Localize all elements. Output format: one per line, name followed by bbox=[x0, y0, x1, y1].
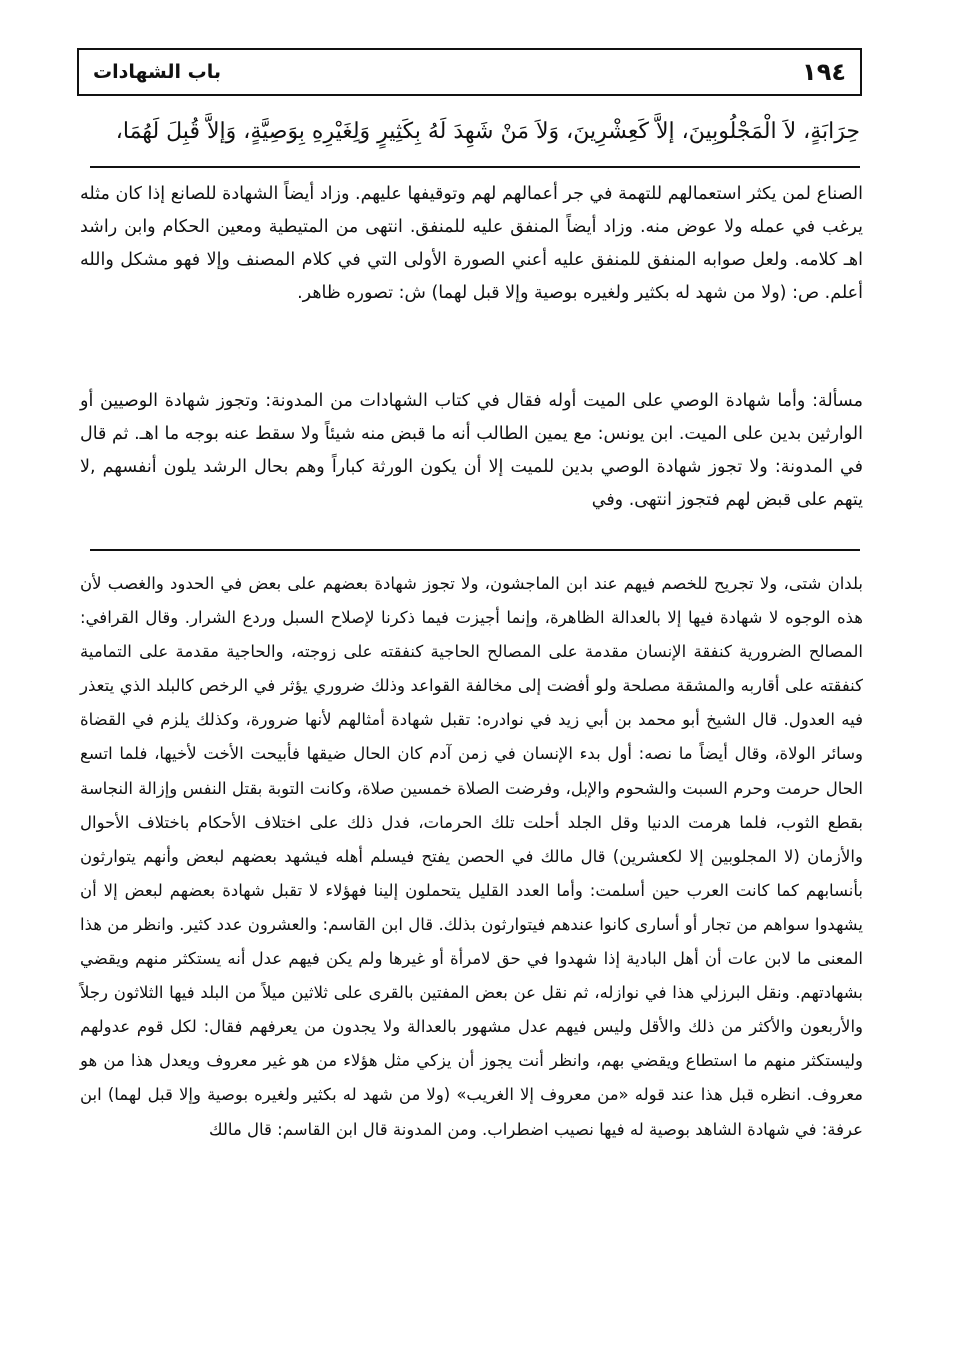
matn-divider bbox=[90, 166, 860, 168]
matn-text: حِرَابَةٍ، لاَ الْمَجْلُوبِينَ، إلاَّ كَعِشْرِينَ، وَلاَ مَنْ شَهِدَ لَهُ بِكَثِيرٍ وَلِغَيْرِهِ بِوَصِيَّةٍ، وَإلاَّ قُبِلَ لَهُمَا، bbox=[115, 119, 860, 144]
page-number: ١٩٤ bbox=[802, 58, 846, 86]
page-header bbox=[77, 48, 862, 96]
commentary-paragraph-1: الصناع لمن يكثر استعمالهم للتهمة في جر أعمالهم لهم وتوقيفها عليهم. وزاد أيضاً الشهادة للصانع إذا كان مثله يرغب في عمله ولا عوض منه. وزاد أيضاً المنفق عليه للمنفق. انتهى من المتيطية ومعين الحكام وابن راشد اهـ كلامه. ولعل صوابه المنفق للمنفق عليه أعني الصورة الأولى التي في كلام المصنف وإلا فهو مشكل والله أعلم. ص: (ولا من شهد له بكثير ولغيره بوصية وإلا قبل لهما) ش: تصوره ظاهر. bbox=[80, 184, 863, 303]
running-title: باب الشهادات bbox=[93, 61, 221, 83]
footnote-divider bbox=[90, 549, 860, 551]
commentary-paragraph-2: مسألة: وأما شهادة الوصي على الميت أوله فقال في كتاب الشهادات من المدونة: وتجوز شهادة الوصيين أو الوارثين بدين على الميت. ابن يونس: مع يمين الطالب أنه ما قبض منه شيئاً ولا سقط عنه بوجه ما اهـ. ثم قال في المدونة: ولا تجوز شهادة الوصي بدين للميت إلا أن يكون الورثة كباراً وهم بحال الرشد يلون أنفسهم ,لا يتهم على قبض لهم فتجوز انتهى. وفي bbox=[80, 391, 863, 510]
marginal-gloss-text: بلدان شتى، ولا تجريح للخصم فيهم عند ابن الماجشون، ولا تجوز شهادة بعضهم على بعض في الحدود والغصب لأن هذه الوجوه لا شهادة فيها إلا بالعدالة الظاهرة، وإنما أجيزت فيما ذكرنا لإصلاح السبل وردع الشرار. وقال القرافي: المصالح الضرورية كنفقة الإنسان مقدمة على المصالح الحاجية كنفقته على زوجته، والحاجية مقدمة على التمامية كنفقته على أقاربه والمشقة مصلحة ولو أفضت إلى مخالفة القواعد وذلك ضروري يؤثر في الرخص كالبلد الذي يتعذر فيه العدول. قال الشيخ أبو محمد بن أبي زيد في نوادره: تقبل شهادة أمثالهم لأنها ضرورة، وكذلك يلزم في القضاة وسائر الولاة، وقال أيضاً ما نصه: أول بدء الإنسان في زمن آدم كان الحال ضيقها فأبيحت الأخت لأخيها، فلما اتسع الحال حرمت وحرم السبت والشحوم والإبل، وفرضت الصلاة خمسين صلاة، وكانت التوبة بقتل النفس وإزالة النجاسة بقطع الثوب، فلما هرمت الدنيا وقل الجلد أحلت تلك الحرمات، فدل ذلك على اختلاف الأحكام باختلاف الأحوال والأزمان (لا المجلوبين إلا لكعشرين) قال مالك في الحصن يفتح فيسلم أهله فيشهد بعضهم لبعض وأنهم يتوارثون بأنسابهم كما كانت العرب حين أسلمت: وأما العدد القليل يتحملون إلينا فهؤلاء لا تقبل شهادة بعضهم لبعض إلا أن يشهدوا سواهم من تجار أو أسارى كانوا عندهم فيتوارثون بذلك. قال ابن القاسم: والعشرون عدد كثير. وانظر من هذا المعنى ما لابن عات أن أهل البادية إذا شهدوا في حق لامرأة أو غيرها ولم يكن فيهم عدل أنه يستكثر منهم ويقضي بشهادتهم. ونقل البرزلي هذا في نوازله، ثم نقل عن بعض المفتين بالقرى على ثلاثين ميلاً من البلد فيها الثلاثون رجلاً والأربعون والأكثر من ذلك والأقل وليس فيهم عدل مشهور بالعدالة ولا يجدون من يعرفهم فقال: لكل قوم عدولهم وليستكثر منهم ما استطاع ويقضي بهم، وانظر أنت يجوز أن يزكي مثل هؤلاء من هو غير معروف ويعدل هذا من هو معروف. انظره قبل هذا عند قوله «من معروف إلا الغريب» (ولا من شهد له بكثير ولغيره بوصية وإلا قبل لهما) ابن عرفة: في شهادة الشاهد بوصية له فيها نصيب اضطراب. ومن المدونة قال ابن القاسم: قال مالك bbox=[80, 574, 863, 1139]
